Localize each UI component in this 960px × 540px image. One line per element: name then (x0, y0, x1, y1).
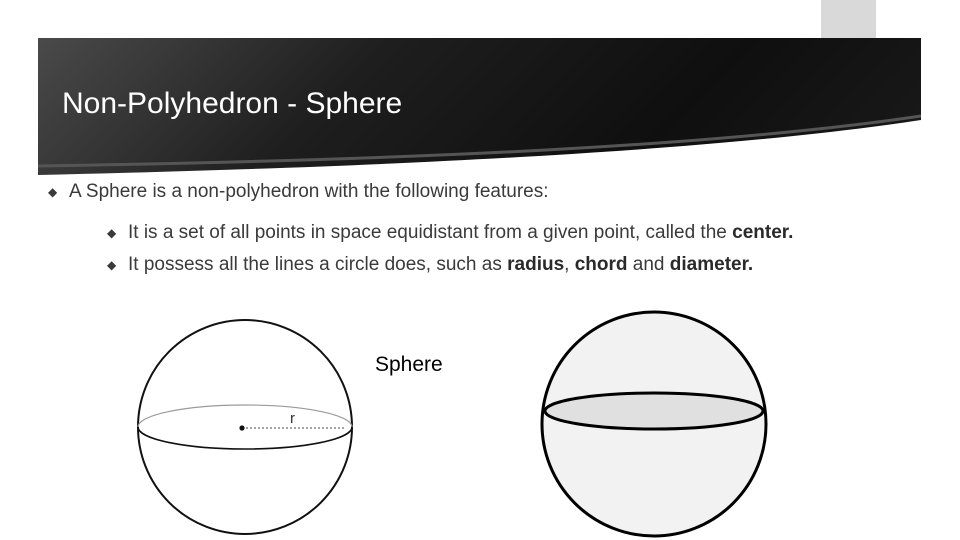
bullet-bold-term: radius (507, 254, 565, 275)
page-title: Non-Polyhedron - Sphere (62, 87, 403, 120)
bullet-item-1 (69, 180, 549, 204)
cross-section-disc (545, 393, 763, 429)
bullet-text: It is a set of all points in space equidistant from a given point, called the (128, 222, 733, 243)
center-point (239, 425, 244, 430)
bullet-text: and (627, 254, 670, 275)
bullet-text: A Sphere is a non-polyhedron with the following features: (69, 181, 549, 202)
figure-label: Sphere (375, 353, 443, 376)
bullet-bold-term: diameter. (669, 254, 754, 275)
sphere-radius-diagram (130, 318, 360, 540)
bullet-item-3 (128, 253, 753, 277)
radius-label: r (290, 410, 295, 427)
bullet-text: , (564, 254, 575, 275)
bullet-item-2 (128, 221, 793, 245)
bullet-text: It possess all the lines a circle does, such as (128, 254, 508, 275)
bullet-bold-term: chord (574, 254, 628, 275)
diamond-bullet-icon: ◆ (107, 258, 117, 272)
diamond-bullet-icon: ◆ (107, 226, 117, 240)
sphere-outline (138, 320, 352, 534)
diamond-bullet-icon: ◆ (48, 185, 58, 199)
bullet-bold-term: center. (732, 222, 794, 243)
sphere-cross-section-diagram (538, 308, 770, 540)
